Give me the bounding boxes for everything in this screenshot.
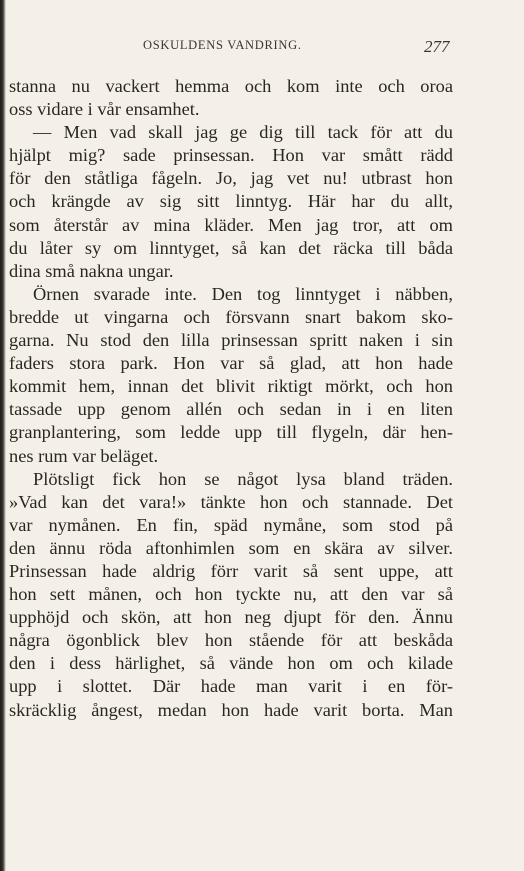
text-line: Örnen svarade inte. Den tog linntyget i näbben, xyxy=(33,283,453,304)
text-line: och krängde av sig sitt linntyg. Här har du allt, xyxy=(9,191,453,212)
running-head: OSKULDENS VANDRING. xyxy=(143,38,302,52)
text-line: nes rum var beläget. xyxy=(9,445,159,466)
text-line: granplantering, som ledde upp till flygeln, där hen- xyxy=(9,422,453,443)
text-line: var nymånen. En fin, späd nymåne, som stod på xyxy=(9,514,453,535)
text-line: skräcklig ångest, medan hon hade varit borta. Man xyxy=(9,699,453,720)
text-line: för den ståtliga fågeln. Jo, jag vet nu! utbrast hon xyxy=(9,168,453,189)
text-line: faders stora park. Hon var så glad, att hon hade xyxy=(9,353,453,374)
text-line: dina små nakna ungar. xyxy=(9,260,174,281)
text-line: som återstår av mina kläder. Men jag tror, att om xyxy=(9,214,453,235)
text-line: »Vad kan det vara!» tänkte hon och stannade. Det xyxy=(9,491,453,512)
text-line: tassade upp genom allén och sedan in i en liten xyxy=(9,399,453,420)
page-number: 277 xyxy=(424,37,450,56)
text-line: du låter sy om linntyget, så kan det räcka till båda xyxy=(9,237,453,258)
text-line: — Men vad skall jag ge dig till tack för att du xyxy=(33,122,453,143)
text-line: stanna nu vackert hemma och kom inte och oroa xyxy=(9,76,453,96)
text-line: några ögonblick blev hon stående för att beskåda xyxy=(9,630,453,651)
page-gutter-edge xyxy=(0,0,6,871)
text-line: den i dess härlighet, så vände hon om och kilade xyxy=(9,653,453,674)
text-line: Plötsligt fick hon se något lysa bland träden. xyxy=(33,468,453,489)
text-line: hjälpt mig? sade prinsessan. Hon var smått rädd xyxy=(9,145,453,166)
text-line: bredde ut vingarna och försvann snart bakom sko- xyxy=(9,306,453,327)
text-line: upp i slottet. Där hade man varit i en för- xyxy=(9,676,453,697)
text-line: oss vidare i vår ensamhet. xyxy=(9,99,200,120)
body-text xyxy=(9,75,453,722)
text-line: hon sett månen, och hon tyckte nu, att den var så xyxy=(9,584,453,605)
text-line: den ännu röda aftonhimlen som en skära av silver. xyxy=(9,537,453,558)
text-line: kommit hem, innan det blivit riktigt mörkt, och hon xyxy=(9,376,453,397)
text-line: Prinsessan hade aldrig förr varit så sent uppe, att xyxy=(9,560,453,581)
text-line: garna. Nu stod den lilla prinsessan spritt naken i sin xyxy=(9,330,453,351)
text-line: upphöjd och skön, att hon neg djupt för den. Ännu xyxy=(9,607,453,628)
